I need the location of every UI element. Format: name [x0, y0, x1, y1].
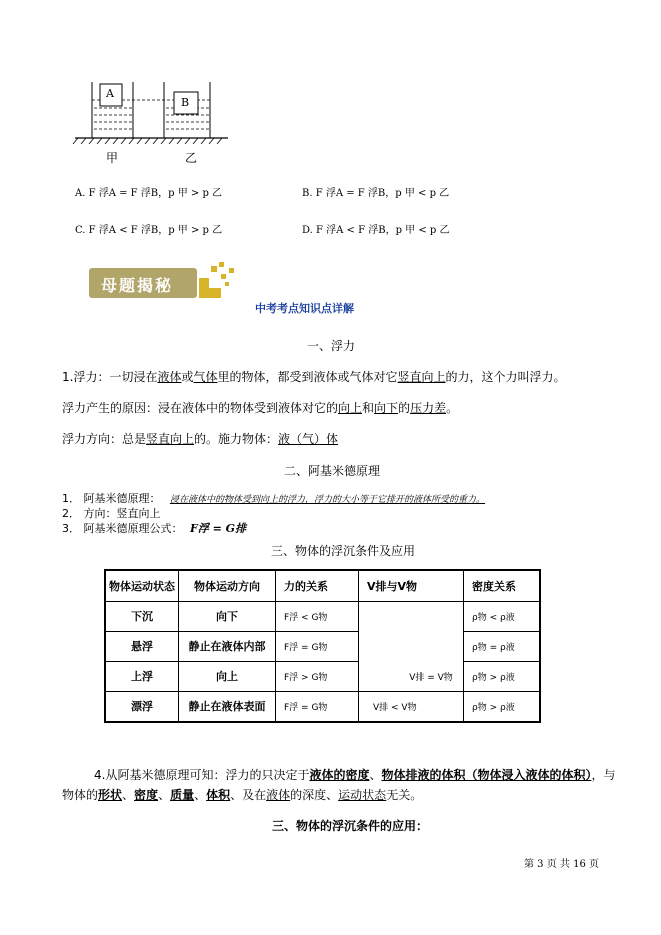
- table-header: V排与V物: [359, 570, 464, 601]
- s4-line2-mid: 、及在: [230, 788, 267, 802]
- banner: [89, 262, 239, 302]
- cell-state: 漂浮: [105, 691, 179, 722]
- float-sink-table: [104, 569, 541, 723]
- p3-agent: 液（气）体: [278, 432, 339, 446]
- option-letter: D.: [302, 225, 313, 236]
- table-header: 物体运动方向: [179, 570, 276, 601]
- s4-d3: 、: [158, 788, 171, 802]
- p2-prefix: 浮力产生的原因：浸在液体中的物体受到液体对它的: [62, 401, 339, 415]
- cell-force: F浮 > G物: [276, 661, 359, 691]
- table-row: [105, 601, 540, 631]
- s4-prefix: 4.从阿基米德原理可知：浮力的只决定于: [94, 768, 310, 782]
- cell-volume-merged: [359, 601, 464, 691]
- table-row: [105, 631, 540, 661]
- p3-direction: 竖直向上: [146, 432, 195, 446]
- item1-label: 1． 阿基米德原理：: [62, 492, 161, 505]
- s4-vol: 体积: [206, 788, 231, 802]
- p1-direction: 竖直向上: [397, 370, 446, 384]
- option-text: F 浮A = F 浮B，p 甲 < p 乙: [315, 188, 450, 199]
- option-c: [75, 221, 222, 236]
- p2-down: 向下: [374, 401, 399, 415]
- s4-d2: 、: [122, 788, 135, 802]
- p2-diff: 压力差: [410, 401, 447, 415]
- cell-density: ρ物 > ρ液: [464, 691, 541, 722]
- s4-shape: 形状: [98, 788, 123, 802]
- item3-label: 3． 阿基米德原理公式：: [62, 522, 183, 535]
- s4-volume: 物体排液的体积（物体浸入液体的体积）: [381, 768, 592, 782]
- cell-volume: V排 < V物: [359, 691, 464, 722]
- p2-the: 的: [398, 401, 411, 415]
- p3-mid: 的。施力物体：: [194, 432, 279, 446]
- section5-title: 三、物体的浮沉条件的应用：: [272, 819, 429, 833]
- item1-text: 浸在液体中的物体受到向上的浮力，浮力的大小等于它排开的液体所受的重力。: [170, 495, 486, 505]
- cell-state: 上浮: [105, 661, 179, 691]
- table-row: [105, 661, 540, 691]
- figure-label-yi: 乙: [185, 151, 198, 165]
- p1-liquid: 液体: [157, 370, 182, 384]
- page-footer: 第 3 页 共 16 页: [524, 859, 599, 870]
- box-b-label: B: [181, 96, 190, 109]
- banner-decoration-icon: [197, 262, 239, 302]
- option-a: [75, 184, 222, 199]
- cell-density: ρ物 > ρ液: [464, 661, 541, 691]
- s4-sep: 、: [369, 768, 382, 782]
- s4-d4: 、: [194, 788, 207, 802]
- section2-title: 二、阿基米德原理: [284, 464, 381, 478]
- section2-item2: 2． 方向：竖直向上: [62, 507, 161, 520]
- archimedes-formula: F浮 = G排: [190, 522, 247, 535]
- table-row: [105, 691, 540, 722]
- p1-suffix: 的力，这个力叫浮力。: [445, 370, 566, 384]
- cell-force: F浮 < G物: [276, 601, 359, 631]
- section4-line2: [62, 786, 422, 803]
- cell-force: F浮 = G物: [276, 631, 359, 661]
- table-header-row: [105, 570, 540, 601]
- s4-line2-mid2: 的深度、: [290, 788, 339, 802]
- section3-title: 三、物体的浮沉条件及应用: [271, 544, 416, 558]
- s4-density: 液体的密度: [309, 768, 370, 782]
- option-b: [302, 184, 449, 199]
- beaker-figure: [70, 78, 240, 168]
- p1-prefix: 1.浮力：一切浸在: [62, 370, 158, 384]
- p2-and: 和: [362, 401, 375, 415]
- section1-paragraph3: [62, 430, 338, 447]
- cell-direction: 向下: [179, 601, 276, 631]
- table-header: 力的关系: [276, 570, 359, 601]
- s4-mdensity: 密度: [134, 788, 159, 802]
- section1-paragraph2: [62, 399, 458, 416]
- subtitle: 中考考点知识点详解: [255, 302, 354, 315]
- cell-state: 下沉: [105, 601, 179, 631]
- cell-direction: 向上: [179, 661, 276, 691]
- s4-line2-prefix: 物体的: [62, 788, 99, 802]
- option-letter: C.: [75, 225, 86, 236]
- option-text: F 浮A < F 浮B，p 甲 > p 乙: [88, 225, 223, 236]
- p1-or: 或: [181, 370, 194, 384]
- banner-text: 母题揭秘: [101, 276, 174, 295]
- p1-gas: 气体: [193, 370, 218, 384]
- cell-state: 悬浮: [105, 631, 179, 661]
- p1-mid: 里的物体，都受到液体或气体对它: [217, 370, 398, 384]
- cell-density: ρ物 = ρ液: [464, 631, 541, 661]
- table-header: 物体运动状态: [105, 570, 179, 601]
- s4-line2-end: 无关。: [386, 788, 423, 802]
- section1-paragraph1: [62, 368, 566, 385]
- option-text: F 浮A = F 浮B，p 甲 > p 乙: [88, 188, 223, 199]
- option-text: F 浮A < F 浮B，p 甲 < p 乙: [316, 225, 450, 236]
- s4-mass: 质量: [170, 788, 195, 802]
- p2-up: 向上: [338, 401, 363, 415]
- cell-direction: 静止在液体内部: [179, 631, 276, 661]
- s4-suffix: ，与: [591, 768, 616, 782]
- cell-force: F浮 = G物: [276, 691, 359, 722]
- section2-item3: [62, 520, 246, 536]
- s4-motion: 运动状态: [338, 788, 387, 802]
- table-header: 密度关系: [464, 570, 541, 601]
- option-letter: A.: [75, 188, 86, 199]
- section2-item1: [62, 490, 485, 506]
- option-letter: B.: [302, 188, 313, 199]
- section1-title: 一、浮力: [307, 339, 356, 353]
- cell-volume: V排 = V物: [409, 672, 453, 683]
- cell-direction: 静止在液体表面: [179, 691, 276, 722]
- beaker-diagram: [70, 78, 240, 168]
- figure-label-jia: 甲: [106, 151, 119, 165]
- p2-end: 。: [446, 401, 459, 415]
- s4-liquid: 液体: [266, 788, 291, 802]
- cell-density: ρ物 < ρ液: [464, 601, 541, 631]
- section4-line1: [94, 766, 616, 783]
- p3-prefix: 浮力方向：总是: [62, 432, 147, 446]
- box-a-label: A: [106, 87, 114, 100]
- option-d: [302, 221, 449, 236]
